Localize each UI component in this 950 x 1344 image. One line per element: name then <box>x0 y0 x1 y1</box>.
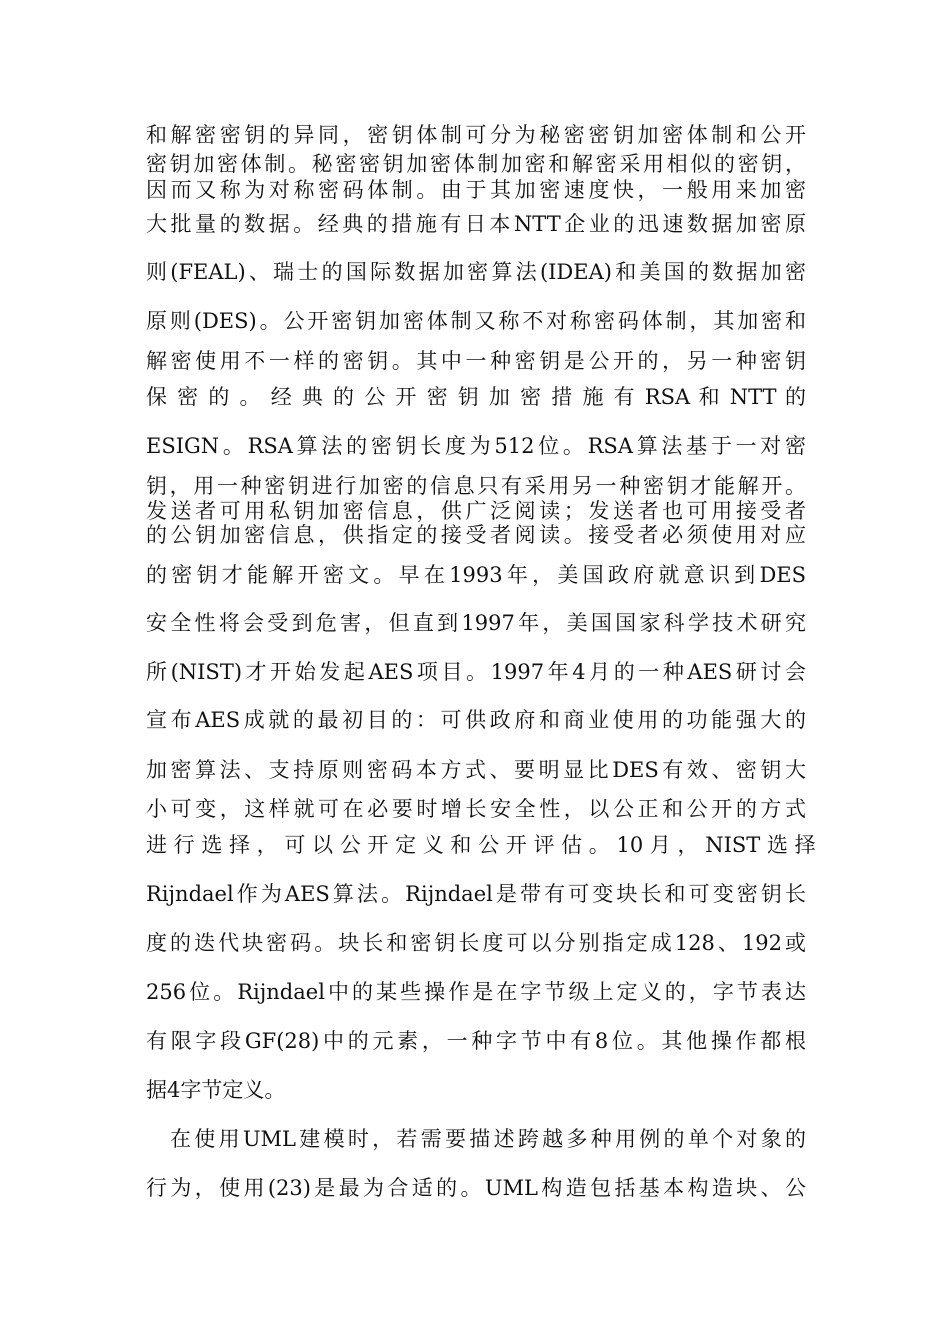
text-line: 有限字段GF(28)中的元素，一种字节中有8位。其他操作都根 <box>146 1029 806 1053</box>
text-line: 保 密 的 。 经 典 的 公 开 密 钥 加 密 措 施 有 RSA 和 NTT 的 <box>146 385 806 409</box>
text-line: 的密钥才能解开密文。早在1993年，美国政府就意识到DES <box>146 563 806 587</box>
text-line: 解密使用不一样的密钥。其中一种密钥是公开的，另一种密钥 <box>146 349 806 373</box>
text-line: 256位。Rijndael中的某些操作是在字节级上定义的，字节表达 <box>146 980 806 1004</box>
text-line: 据4字节定义。 <box>146 1078 286 1102</box>
text-line: ESIGN。RSA算法的密钥长度为512位。RSA算法基于一对密 <box>146 434 806 458</box>
text-line: 密钥加密体制。秘密密钥加密体制加密和解密采用相似的密钥， <box>146 152 806 176</box>
text-line: 的公钥加密信息，供指定的接受者阅读。接受者必须使用对应 <box>146 523 806 547</box>
text-line: 进 行 选 择 ， 可 以 公 开 定 义 和 公 开 评 估 。 10 月 ， NIST 选 择 <box>146 833 816 857</box>
text-line: 和解密密钥的异同，密钥体制可分为秘密密钥加密体制和公开 <box>146 123 806 147</box>
text-line: 所(NIST)才开始发起AES项目。1997年4月的一种AES研讨会 <box>146 660 806 684</box>
text-line: 安全性将会受到危害，但直到1997年，美国国家科学技术研究 <box>146 611 806 635</box>
text-line: 在使用UML建模时，若需要描述跨越多种用例的单个对象的 <box>170 1127 806 1151</box>
text-line: 则(FEAL)、瑞士的国际数据加密算法(IDEA)和美国的数据加密 <box>146 260 806 284</box>
text-line: 小可变，这样就可在必要时增长安全性，以公正和公开的方式 <box>146 797 806 821</box>
text-line: 加密算法、支持原则密码本方式、要明显比DES有效、密钥大 <box>146 758 806 782</box>
text-line: 发送者可用私钥加密信息，供广泛阅读；发送者也可用接受者 <box>146 499 806 523</box>
text-line: 行为，使用(23)是最为合适的。UML构造包括基本构造块、公 <box>146 1176 806 1200</box>
text-line: 钥，用一种密钥进行加密的信息只有采用另一种密钥才能解开。 <box>146 474 806 498</box>
text-line: Rijndael作为AES算法。Rijndael是带有可变块长和可变密钥长 <box>146 882 806 906</box>
text-line: 因而又称为对称密码体制。由于其加密速度快，一般用来加密 <box>146 178 806 202</box>
text-line: 度的迭代块密码。块长和密钥长度可以分别指定成128、192或 <box>146 931 806 955</box>
text-line: 大批量的数据。经典的措施有日本NTT企业的迅速数据加密原 <box>146 212 806 236</box>
text-line: 宣布AES成就的最初目的：可供政府和商业使用的功能强大的 <box>146 708 806 732</box>
text-line: 原则(DES)。公开密钥加密体制又称不对称密码体制，其加密和 <box>146 309 806 333</box>
